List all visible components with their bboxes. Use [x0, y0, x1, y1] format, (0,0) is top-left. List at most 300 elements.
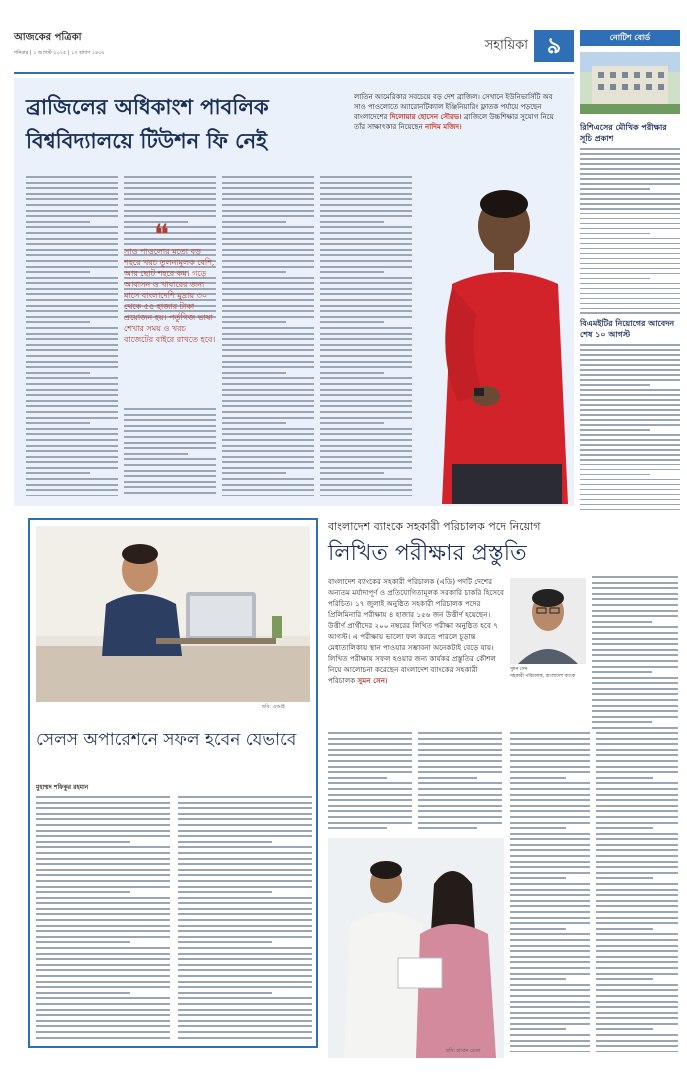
- body-text-line: [328, 810, 412, 812]
- body-text-line: [222, 198, 314, 200]
- sales-byline: মুহাম্মদ শফিকুর রহমান: [36, 784, 89, 791]
- body-text-line: [320, 411, 412, 413]
- body-text-line: [592, 598, 678, 600]
- body-text-line: [124, 210, 216, 212]
- body-text-line: [580, 449, 680, 451]
- body-text-line: [36, 997, 170, 999]
- body-text-line: [320, 277, 412, 279]
- body-text-line: [222, 176, 314, 178]
- body-text-line: [222, 338, 314, 340]
- body-text-line: [596, 1028, 653, 1030]
- body-text-line: [124, 408, 216, 410]
- body-text-line: [510, 889, 590, 891]
- newspaper-brand: আজকের পত্রিকা: [14, 32, 82, 43]
- body-text-line: [320, 417, 412, 419]
- body-text-line: [26, 439, 118, 441]
- body-text-line: [320, 299, 412, 301]
- body-text-line: [26, 193, 118, 195]
- body-text-line: [596, 855, 678, 857]
- body-text-line: [320, 215, 412, 217]
- body-text-line: [592, 699, 678, 701]
- body-text-line: [328, 827, 387, 829]
- body-text-line: [580, 278, 650, 280]
- body-text-line: [36, 835, 170, 837]
- body-text-line: [596, 833, 678, 835]
- body-text-line: [328, 754, 412, 756]
- body-text-line: [596, 967, 678, 969]
- body-text-line: [222, 461, 314, 463]
- top-headline: ব্রাজিলের অধিকাংশ পাবলিক বিশ্ববিদ্যালয়ে টিউশন ফি নেই: [26, 94, 269, 153]
- body-text-line: [592, 638, 678, 640]
- body-text-line: [580, 178, 680, 180]
- body-text-line: [320, 456, 412, 458]
- body-text-line: [178, 902, 312, 904]
- body-text-line: [26, 467, 118, 469]
- body-text-line: [178, 997, 312, 999]
- body-text-line: [26, 333, 118, 335]
- body-text-line: [510, 833, 590, 835]
- body-text-line: [222, 249, 314, 251]
- body-text-line: [510, 872, 590, 874]
- body-text-line: [596, 933, 678, 935]
- body-text-line: [418, 822, 502, 824]
- body-text-line: [418, 732, 502, 734]
- body-text-line: [178, 858, 312, 860]
- body-text-line: [580, 499, 680, 501]
- body-text-line: [178, 824, 312, 826]
- body-text-line: [124, 436, 216, 438]
- body-text-line: [222, 293, 314, 295]
- body-text-line: [596, 956, 678, 958]
- body-text-line: [418, 794, 502, 796]
- body-text-line: [510, 917, 590, 919]
- body-text-line: [510, 799, 590, 801]
- body-text-line: [596, 794, 678, 796]
- body-text-line: [36, 1009, 170, 1011]
- body-text-line: [418, 754, 502, 756]
- body-text-line: [178, 986, 312, 988]
- body-text-line: [26, 361, 118, 363]
- body-text-line: [596, 760, 678, 762]
- body-text-line: [222, 232, 314, 234]
- body-text-line: [36, 1014, 170, 1016]
- body-text-line: [26, 450, 118, 452]
- body-text-line: [328, 771, 412, 773]
- body-text-line: [178, 846, 312, 848]
- body-text-line: [596, 889, 678, 891]
- body-text-line: [328, 794, 412, 796]
- sales-headline: সেলস অপারেশনে সফল হবেন যেভাবে: [36, 730, 297, 750]
- body-text-line: [592, 727, 678, 729]
- body-text-line: [222, 204, 314, 206]
- body-text-line: [26, 316, 118, 318]
- body-text-line: [222, 321, 286, 323]
- body-text-line: [596, 799, 678, 801]
- body-text-line: [222, 238, 314, 240]
- body-text-line: [222, 433, 314, 435]
- body-text-line: [320, 433, 412, 435]
- notice-board: [580, 30, 680, 504]
- body-text-line: [580, 248, 680, 250]
- body-text-line: [596, 743, 678, 745]
- body-text-line: [580, 218, 680, 220]
- top-article-columns: [26, 176, 416, 496]
- body-text-line: [320, 394, 412, 396]
- body-text-line: [222, 456, 314, 458]
- body-text-line: [580, 298, 680, 300]
- body-text-line: [418, 738, 502, 740]
- body-text-line: [510, 738, 590, 740]
- masthead-rule: [14, 72, 574, 74]
- body-text-line: [510, 1051, 590, 1052]
- body-text-line: [222, 271, 286, 273]
- body-text-line: [320, 428, 412, 430]
- body-text-line: [596, 771, 678, 773]
- body-text-line: [320, 344, 412, 346]
- body-text-line: [26, 383, 118, 385]
- body-text-line: [328, 782, 412, 784]
- body-text-line: [178, 886, 312, 888]
- body-text-line: [222, 389, 314, 391]
- body-text-line: [320, 282, 412, 284]
- body-text-line: [510, 922, 590, 924]
- body-text-line: [596, 905, 678, 907]
- body-text-line: [580, 344, 680, 346]
- body-text-line: [124, 176, 216, 178]
- body-text-line: [26, 394, 118, 396]
- body-text-line: [510, 945, 590, 947]
- body-text-line: [328, 732, 412, 734]
- body-text-line: [510, 782, 590, 784]
- building-photo: [580, 52, 680, 114]
- students-photo-credit: ছবি: হাসান রেজা: [446, 1048, 481, 1054]
- body-text-line: [26, 327, 118, 329]
- interviewee-photo: [412, 164, 572, 504]
- body-text-line: [222, 277, 314, 279]
- body-text-line: [178, 908, 312, 910]
- body-text-line: [510, 877, 566, 879]
- body-text-line: [418, 743, 502, 745]
- body-text-line: [580, 163, 680, 165]
- body-text-line: [328, 760, 412, 762]
- body-text-line: [328, 749, 412, 751]
- body-text-line: [418, 827, 477, 829]
- body-text-line: [36, 874, 170, 876]
- body-text-line: [26, 282, 118, 284]
- body-text-line: [36, 897, 170, 899]
- body-text-line: [320, 288, 412, 290]
- body-text-line: [178, 975, 312, 977]
- body-text-line: [320, 467, 412, 469]
- body-text-line: [222, 288, 314, 290]
- body-text-line: [222, 422, 286, 424]
- body-text-line: [222, 400, 314, 402]
- body-text-line: [580, 484, 680, 486]
- body-text-line: [580, 303, 680, 305]
- body-text-line: [222, 450, 314, 452]
- body-text-line: [596, 849, 678, 851]
- body-text-line: [320, 293, 412, 295]
- body-text-line: [418, 782, 502, 784]
- body-text-line: [178, 964, 312, 966]
- body-text-line: [510, 844, 590, 846]
- body-text-line: [596, 838, 678, 840]
- body-text-line: [580, 158, 680, 160]
- body-text-line: [580, 444, 680, 446]
- body-text-line: [222, 344, 314, 346]
- body-text-line: [26, 405, 118, 407]
- body-text-line: [222, 411, 314, 413]
- body-text-line: [124, 414, 216, 416]
- body-text-line: [36, 858, 170, 860]
- body-text-line: [592, 615, 678, 617]
- body-text-line: [596, 883, 678, 885]
- body-text-line: [178, 913, 312, 915]
- body-text-line: [178, 835, 312, 837]
- body-text-line: [592, 688, 678, 690]
- body-text-line: [596, 894, 678, 896]
- body-text-line: [418, 788, 502, 790]
- body-text-line: [580, 153, 680, 155]
- body-text-line: [222, 361, 314, 363]
- body-text-line: [510, 1045, 590, 1047]
- body-text-line: [592, 593, 678, 595]
- body-text-line: [320, 321, 384, 323]
- body-text-line: [510, 956, 590, 958]
- body-text-line: [510, 1006, 590, 1008]
- body-text-line: [320, 333, 412, 335]
- body-text-line: [320, 461, 412, 463]
- text-column-3: [222, 176, 314, 496]
- body-text-line: [124, 198, 216, 200]
- body-text-line: [596, 827, 653, 829]
- body-text-line: [580, 374, 680, 376]
- notice-item-1-text: [580, 148, 680, 314]
- body-text-line: [596, 1012, 678, 1014]
- body-text-line: [320, 366, 412, 368]
- body-text-line: [222, 495, 314, 496]
- body-text-line: [510, 866, 590, 868]
- body-text-line: [222, 310, 314, 312]
- body-text-line: [596, 754, 678, 756]
- body-text-line: [320, 260, 412, 262]
- students-photo: [328, 838, 504, 1058]
- body-text-line: [26, 249, 118, 251]
- body-text-line: [178, 919, 312, 921]
- body-text-line: [26, 428, 118, 430]
- body-text-line: [36, 981, 170, 983]
- body-text-line: [320, 405, 412, 407]
- body-text-line: [222, 383, 314, 385]
- body-text-line: [36, 992, 130, 994]
- body-text-line: [510, 1034, 590, 1036]
- body-text-line: [580, 188, 650, 190]
- body-text-line: [592, 582, 678, 584]
- body-text-line: [320, 243, 412, 245]
- body-text-line: [320, 316, 412, 318]
- body-text-line: [418, 771, 502, 773]
- body-text-line: [222, 355, 314, 357]
- body-text-line: [510, 732, 590, 734]
- exam-kicker: বাংলাদেশ ব্যাংকে সহকারী পরিচালক পদে নিয়োগ: [328, 520, 541, 533]
- body-text-line: [36, 807, 170, 809]
- body-text-line: [222, 193, 314, 195]
- body-text-line: [596, 961, 678, 963]
- body-text-line: [596, 866, 678, 868]
- body-text-line: [580, 308, 680, 310]
- body-text-line: [592, 677, 678, 679]
- body-text-line: [596, 1040, 678, 1042]
- bank-exam-feature: [328, 518, 678, 1058]
- body-text-line: [580, 434, 680, 436]
- body-text-line: [592, 632, 678, 634]
- expert-portrait: [510, 578, 586, 664]
- section-title: সহায়িকা: [484, 38, 528, 53]
- body-text-line: [320, 400, 412, 402]
- body-text-line: [592, 721, 652, 723]
- body-text-line: [592, 576, 678, 578]
- body-text-line: [596, 917, 678, 919]
- body-text-line: [178, 880, 312, 882]
- body-text-line: [580, 384, 650, 386]
- body-text-line: [320, 266, 412, 268]
- body-text-line: [580, 364, 680, 366]
- body-text-line: [178, 874, 312, 876]
- body-text-line: [580, 429, 650, 431]
- body-text-line: [510, 1040, 590, 1042]
- body-text-line: [510, 900, 590, 902]
- body-text-line: [222, 210, 314, 212]
- body-text-line: [26, 472, 90, 474]
- body-text-line: [320, 495, 412, 496]
- body-text-line: [328, 799, 412, 801]
- body-text-line: [36, 908, 170, 910]
- body-text-line: [124, 425, 216, 427]
- body-text-line: [26, 321, 90, 323]
- body-text-line: [596, 950, 678, 952]
- page-number: ৯: [534, 30, 574, 62]
- pull-quote: সাও পাওলোর মতো বড় শহরে খরচ তুলনামূলক বেশি, আর ছোট শহরে কম। গড়ে আবাসন ও খাবারের জন্য মাসে বাংলাদেশি মুদ্রায় ৩০ থেকে ৫৫ হাজার টাকা প্রয়োজন হয়। পর্তুগিজ ভাষা শেখার সময় ও খরচ বাজেটের বাইরে রাখতে হবে।: [124, 247, 216, 344]
- body-text-line: [596, 738, 678, 740]
- body-text-line: [320, 221, 384, 223]
- body-text-line: [26, 456, 118, 458]
- body-text-line: [418, 810, 502, 812]
- body-text-line: [320, 472, 384, 474]
- body-text-line: [596, 1051, 678, 1052]
- body-text-line: [36, 1031, 170, 1033]
- body-text-line: [36, 902, 170, 904]
- body-text-line: [36, 824, 170, 826]
- body-text-line: [510, 822, 590, 824]
- body-text-line: [418, 760, 502, 762]
- exam-intro: [328, 576, 504, 686]
- body-text-line: [580, 489, 680, 491]
- body-text-line: [26, 182, 118, 184]
- body-text-line: [178, 863, 312, 865]
- body-text-line: [580, 263, 680, 265]
- body-text-line: [510, 788, 590, 790]
- body-text-line: [26, 176, 118, 178]
- body-text-line: [26, 221, 90, 223]
- body-text-line: [320, 450, 412, 452]
- body-text-line: [580, 439, 680, 441]
- body-text-line: [124, 215, 216, 217]
- text-column-2b: [124, 408, 216, 498]
- body-text-line: [580, 258, 680, 260]
- body-text-line: [178, 813, 312, 815]
- body-text-line: [320, 484, 412, 486]
- body-text-line: [26, 372, 90, 374]
- body-text-line: [36, 880, 170, 882]
- body-text-line: [222, 428, 314, 430]
- body-text-line: [596, 995, 678, 997]
- body-text-line: [124, 486, 216, 488]
- body-text-line: [178, 941, 272, 943]
- body-text-line: [26, 389, 118, 391]
- body-text-line: [124, 475, 216, 477]
- body-text-line: [26, 293, 118, 295]
- body-text-line: [510, 766, 590, 768]
- body-text-line: [510, 995, 590, 997]
- sales-article-columns: [36, 796, 312, 1040]
- body-text-line: [124, 481, 216, 483]
- sales-feature-box: [28, 518, 318, 1048]
- body-text-line: [580, 183, 680, 185]
- body-text-line: [222, 226, 314, 228]
- body-text-line: [222, 472, 286, 474]
- body-text-line: [26, 310, 118, 312]
- text-column-br-top: [592, 576, 678, 732]
- body-text-line: [592, 693, 678, 695]
- notice-item-1-title: রিশিএসের মৌখিক পরীক্ষার সূচি প্রকাশ: [580, 122, 667, 143]
- body-text-line: [222, 478, 314, 480]
- body-text-line: [36, 846, 170, 848]
- body-text-line: [596, 1023, 678, 1025]
- body-text-line: [222, 467, 314, 469]
- body-text-line: [596, 1017, 678, 1019]
- body-text-line: [178, 925, 312, 927]
- body-text-line: [510, 989, 590, 991]
- body-text-line: [596, 1034, 678, 1036]
- body-text-line: [36, 841, 130, 843]
- body-text-line: [26, 349, 118, 351]
- body-text-line: [596, 777, 653, 779]
- intro-tail: ব্রাজিলে উচ্চশিক্ষার সুযোগ নিয়ে তাঁর সাক্ষাৎকার নিয়েছেন: [354, 113, 554, 131]
- body-text-line: [320, 422, 384, 424]
- top-intro: [354, 92, 564, 132]
- body-text-line: [222, 221, 286, 223]
- body-text-line: [124, 447, 216, 449]
- body-text-line: [580, 474, 650, 476]
- body-text-line: [26, 226, 118, 228]
- body-text-line: [510, 928, 566, 930]
- body-text-line: [596, 973, 678, 975]
- body-text-line: [222, 182, 314, 184]
- body-text-line: [36, 886, 170, 888]
- body-text-line: [510, 894, 590, 896]
- body-text-line: [26, 461, 118, 463]
- body-text-line: [510, 827, 566, 829]
- body-text-line: [580, 394, 680, 396]
- body-text-line: [580, 228, 680, 230]
- expert-caption: [510, 666, 575, 680]
- body-text-line: [580, 404, 680, 406]
- body-text-line: [26, 232, 118, 234]
- body-text-line: [320, 254, 412, 256]
- body-text-line: [320, 361, 412, 363]
- body-text-line: [510, 794, 590, 796]
- body-text-line: [580, 479, 680, 481]
